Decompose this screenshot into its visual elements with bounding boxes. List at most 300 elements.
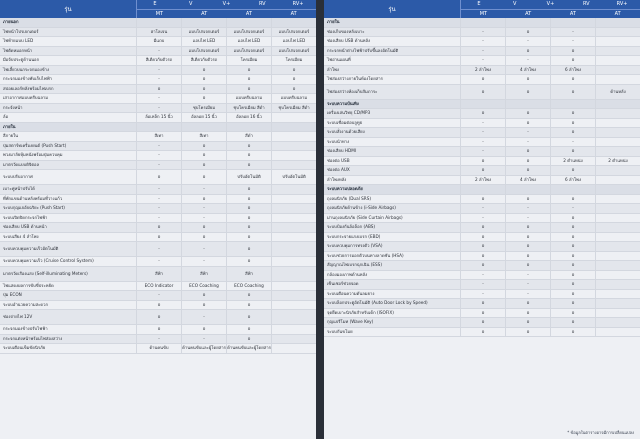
spec-label: ระบบควบคุมการทรงตัว (VSA) xyxy=(327,243,383,248)
spec-label: ระบบอำนวยความสะดวก xyxy=(3,301,49,307)
spec-label: ถุงลมนิรภัยด้านข้าง (i-Side Airbags) xyxy=(327,205,396,210)
spec-value xyxy=(595,280,640,289)
spec-value: o xyxy=(505,47,550,56)
spec-value: o xyxy=(505,157,550,166)
spec-label: ระบบเสียง 4 ลำโพง xyxy=(3,233,39,239)
spec-value: o xyxy=(550,214,595,223)
spec-value: o xyxy=(550,85,595,99)
spec-value: สีฟ้า xyxy=(181,267,226,281)
spec-label: ช่องเสียบ HDMI xyxy=(327,148,357,153)
spec-row xyxy=(0,344,316,354)
spec-row xyxy=(0,104,316,114)
spec-value xyxy=(271,301,316,310)
spec-value: - xyxy=(460,147,505,156)
spec-value: - xyxy=(460,119,505,128)
spec-value xyxy=(595,147,640,156)
spec-value: o xyxy=(505,318,550,327)
spec-value: - xyxy=(136,214,181,223)
spec-value xyxy=(271,325,316,334)
spec-value xyxy=(460,185,505,194)
spec-value: o xyxy=(550,309,595,318)
spec-value: o xyxy=(505,166,550,175)
grade-header: RV+ xyxy=(292,1,304,7)
spec-row xyxy=(324,261,640,271)
section-header-row xyxy=(0,18,316,28)
spec-value: - xyxy=(550,138,595,147)
spec-value: - xyxy=(550,28,595,37)
spec-label: ระบบนำทาง xyxy=(327,138,350,144)
spec-value: ปรับอัตโนมัติ xyxy=(226,170,271,184)
spec-value xyxy=(271,185,316,194)
spec-value: - xyxy=(181,257,226,266)
spec-row xyxy=(0,37,316,47)
spec-label: ไฟเลี้ยวบนกระจกมองข้าง xyxy=(3,66,49,72)
spec-value: o xyxy=(226,75,271,84)
spec-value xyxy=(460,18,505,27)
spec-label: ระบบสั่งงานด้วยเสียง xyxy=(327,129,365,134)
spec-value xyxy=(595,128,640,137)
spec-value: o xyxy=(181,85,226,94)
spec-value: - xyxy=(136,242,181,256)
grade-header: E xyxy=(153,1,157,7)
spec-value xyxy=(271,223,316,232)
spec-label: ไฟส่องสว่างภายในห้องโดยสาร xyxy=(327,76,383,81)
spec-value: 6 ลำโพง xyxy=(550,176,595,185)
spec-value: - xyxy=(136,104,181,113)
spec-value: ECO Coaching xyxy=(226,282,271,291)
spec-value: o xyxy=(550,147,595,156)
spec-value xyxy=(271,242,316,256)
spec-row xyxy=(324,37,640,47)
spec-value: 4 ลำโพง xyxy=(505,66,550,75)
spec-value: o xyxy=(550,128,595,137)
spec-value xyxy=(595,233,640,242)
spec-row xyxy=(0,267,316,282)
spec-value: สีเทา xyxy=(136,132,181,141)
spec-value xyxy=(595,195,640,204)
spec-label: ล้อ xyxy=(3,114,9,119)
spec-value: - xyxy=(136,151,181,160)
spec-label: มาตรวัดแบบดิจิตอล xyxy=(3,161,40,167)
spec-value xyxy=(271,291,316,300)
spec-label: กุญแจรีโมท (Wave Key) xyxy=(327,319,374,324)
spec-value: o xyxy=(460,166,505,175)
spec-value: ชุบโครเมียม สีดำ xyxy=(271,104,316,113)
spec-value: o xyxy=(181,170,226,184)
spec-value: 2 ลำโพง xyxy=(460,176,505,185)
spec-value: แถบไฟ LED xyxy=(271,37,316,46)
spec-value xyxy=(595,204,640,213)
spec-value: o xyxy=(550,318,595,327)
spec-label: ระบบกุญแจอัจฉริยะ (Push Start) xyxy=(3,205,65,210)
spec-value: o xyxy=(550,233,595,242)
spec-label: ระบบกระจายแรงเบรก (EBD) xyxy=(327,233,381,239)
spec-value xyxy=(595,214,640,223)
spec-value: ด้านหลัง xyxy=(595,85,640,99)
spec-value: o xyxy=(505,309,550,318)
spec-row xyxy=(324,157,640,167)
spec-label: ช่องเก็บของหลังเบาะ xyxy=(327,28,365,34)
spec-value xyxy=(595,271,640,280)
spec-value xyxy=(271,123,316,132)
spec-row xyxy=(0,161,316,171)
spec-value: o xyxy=(226,335,271,344)
spec-value: o xyxy=(460,75,505,84)
spec-value xyxy=(595,242,640,251)
spec-label: ระบบล็อกประตูอัตโนมัติ (Auto Door Lock by Speed) xyxy=(327,300,428,305)
spec-value xyxy=(136,18,181,27)
spec-value: - xyxy=(136,335,181,344)
spec-row xyxy=(0,66,316,76)
spec-row xyxy=(0,291,316,301)
spec-value: o xyxy=(181,151,226,160)
spec-value: o xyxy=(226,223,271,232)
spec-value xyxy=(595,223,640,232)
spec-value xyxy=(136,123,181,132)
spec-row xyxy=(0,310,316,325)
spec-value xyxy=(595,109,640,118)
spec-value: o xyxy=(181,301,226,310)
spec-value: - xyxy=(505,204,550,213)
spec-label: ไฟแสดงผลการขับขี่ประหยัด xyxy=(3,282,54,288)
spec-value: ด้านคนขับและผู้โดยสาร xyxy=(226,344,271,353)
spec-label: กระจังหน้า xyxy=(3,104,23,110)
spec-row xyxy=(324,252,640,262)
spec-value: o xyxy=(271,85,316,94)
spec-value: แบบโปรเจกเตอร์ xyxy=(226,28,271,37)
spec-value xyxy=(505,100,550,109)
spec-label: ระบบเชื่อมต่อบลูทูธ xyxy=(327,119,363,125)
spec-value: - xyxy=(181,214,226,223)
spec-row xyxy=(324,280,640,290)
spec-value: โครเมียม xyxy=(271,56,316,65)
spec-value: - xyxy=(181,242,226,256)
spec-value: สีเดียวกับตัวรถ xyxy=(181,56,226,65)
spec-row xyxy=(0,151,316,161)
spec-value xyxy=(181,18,226,27)
spec-label: สัญญาณไฟเบรกฉุกเฉิน (ESS) xyxy=(327,262,382,267)
spec-value: o xyxy=(505,147,550,156)
spec-row xyxy=(0,301,316,311)
spec-value xyxy=(595,28,640,37)
spec-value: - xyxy=(505,56,550,65)
spec-label: ระบบเปิดปิดกระจกไฟฟ้า xyxy=(3,214,48,220)
spec-value: ปรับอัตโนมัติ xyxy=(271,170,316,184)
transmission-header: MT xyxy=(155,11,164,17)
spec-value xyxy=(271,18,316,27)
spec-row xyxy=(0,94,316,104)
spec-value: - xyxy=(460,214,505,223)
spec-label: เสาอากาศแบบครีบฉลาม xyxy=(3,95,49,100)
spec-row xyxy=(0,195,316,205)
spec-value: o xyxy=(181,94,226,103)
spec-value: - xyxy=(460,56,505,65)
spec-value: o xyxy=(226,185,271,194)
spec-label: ภายนอก xyxy=(3,19,19,24)
spec-value: - xyxy=(505,290,550,299)
spec-value xyxy=(271,151,316,160)
spec-value: - xyxy=(460,37,505,46)
spec-row xyxy=(0,56,316,66)
spec-value xyxy=(550,185,595,194)
spec-value: - xyxy=(460,128,505,137)
spec-label: ระบบควบคุมความเร็วอัตโนมัติ xyxy=(3,246,59,251)
spec-value: o xyxy=(505,119,550,128)
spec-value xyxy=(271,161,316,170)
section-header-row xyxy=(324,18,640,28)
spec-label: ไฟส่องสว่างห้องเก็บสัมภาระ xyxy=(327,88,378,94)
spec-value: o xyxy=(460,328,505,337)
spec-value: o xyxy=(550,47,595,56)
spec-value: - xyxy=(460,47,505,56)
spec-value: o xyxy=(505,252,550,261)
right-spec-page xyxy=(324,0,640,439)
transmission-header: AT xyxy=(525,11,532,17)
spec-value: ฮาโลเจน xyxy=(136,28,181,37)
spec-value: แบบโปรเจกเตอร์ xyxy=(271,47,316,56)
spec-value: - xyxy=(460,28,505,37)
spec-value: - xyxy=(136,94,181,103)
spec-value: ด้านคนขับ xyxy=(136,344,181,353)
spec-value xyxy=(271,132,316,141)
spec-value: o xyxy=(505,195,550,204)
spec-label: กล้องมองภาพด้านหลัง xyxy=(327,271,368,277)
spec-label: ระบบช่วยการออกตัวบนทางลาดชัน (HSA) xyxy=(327,252,404,258)
spec-row xyxy=(324,204,640,214)
spec-row xyxy=(324,223,640,233)
spec-row xyxy=(0,257,316,267)
spec-value: - xyxy=(136,66,181,75)
spec-value: โครเมียม xyxy=(226,56,271,65)
spec-value xyxy=(595,252,640,261)
grade-header: E xyxy=(477,1,481,7)
spec-row xyxy=(324,233,640,243)
spec-label: ลำโพง xyxy=(327,66,339,72)
spec-value: - xyxy=(136,291,181,300)
spec-label: เบาะคู่หน้าปรับได้ xyxy=(3,186,35,191)
spec-row xyxy=(0,282,316,292)
spec-value xyxy=(271,204,316,213)
spec-value: o xyxy=(460,233,505,242)
spec-value: o xyxy=(460,85,505,99)
spec-value: o xyxy=(550,195,595,204)
spec-value: o xyxy=(505,75,550,84)
spec-value: o xyxy=(226,85,271,94)
spec-value: o xyxy=(181,223,226,232)
spec-value: ชุบโครเมียม สีดำ xyxy=(226,104,271,113)
spec-value: o xyxy=(460,252,505,261)
spec-label: ระบบควบคุมความเร็ว (Cruise Control System) xyxy=(3,258,94,263)
spec-value xyxy=(271,233,316,242)
spec-value: o xyxy=(460,195,505,204)
spec-value: แถบไฟ LED xyxy=(181,37,226,46)
grade-header: RV xyxy=(582,1,590,7)
spec-value xyxy=(595,37,640,46)
spec-row xyxy=(324,75,640,85)
spec-value: o xyxy=(226,325,271,334)
grade-header: V+ xyxy=(546,1,555,7)
spec-value: o xyxy=(226,310,271,324)
spec-value: o xyxy=(181,142,226,151)
spec-value: สีเดียวกับตัวรถ xyxy=(136,56,181,65)
spec-value: o xyxy=(136,325,181,334)
spec-value: o xyxy=(181,195,226,204)
spec-row xyxy=(0,214,316,224)
spec-row xyxy=(324,290,640,300)
spec-value: - xyxy=(136,185,181,194)
spec-label: กระจกมองข้างพับเก็บไฟฟ้า xyxy=(3,76,53,81)
spec-value: o xyxy=(550,75,595,84)
model-header-label: รุ่น xyxy=(388,6,396,13)
spec-label: ระบบเตือนเข็มขัดนิรภัย xyxy=(3,345,46,350)
spec-row xyxy=(0,85,316,95)
spec-value xyxy=(271,113,316,122)
spec-value: แบบโปรเจกเตอร์ xyxy=(181,47,226,56)
spec-value: สีฟ้า xyxy=(136,267,181,281)
spec-label: ระบบปรับอากาศ xyxy=(3,174,33,179)
spec-value: o xyxy=(226,301,271,310)
spec-row xyxy=(324,66,640,76)
spec-value: o xyxy=(505,242,550,251)
spec-value: o xyxy=(550,299,595,308)
spec-value: o xyxy=(550,56,595,65)
spec-value: - xyxy=(460,138,505,147)
spec-value: o xyxy=(136,170,181,184)
spec-value: o xyxy=(550,166,595,175)
spec-row xyxy=(0,204,316,214)
spec-row xyxy=(324,328,640,338)
spec-row xyxy=(0,75,316,85)
spec-value: o xyxy=(271,66,316,75)
spec-label: ระบบความบันเทิง xyxy=(327,100,359,106)
spec-value: o xyxy=(181,291,226,300)
spec-label: กระจกหน้าต่างไฟฟ้าปรับขึ้นลงอัตโนมัติ xyxy=(327,47,399,53)
spec-value: - xyxy=(181,204,226,213)
transmission-header: AT xyxy=(245,11,252,17)
spec-value: o xyxy=(226,195,271,204)
spec-value: แบบโปรเจกเตอร์ xyxy=(271,28,316,37)
spec-row xyxy=(0,233,316,243)
spec-value xyxy=(595,261,640,270)
spec-value: o xyxy=(460,242,505,251)
spec-value: o xyxy=(136,301,181,310)
spec-label: ช่องเสียบ USB ด้านหน้า xyxy=(3,224,47,229)
spec-value: - xyxy=(460,204,505,213)
spec-label: กระจกมองข้างปรับไฟฟ้า xyxy=(3,326,48,331)
spec-value: o xyxy=(460,223,505,232)
spec-row xyxy=(324,85,640,100)
spec-value: สีฟ้า xyxy=(226,267,271,281)
left-spec-page xyxy=(0,0,316,439)
spec-value xyxy=(460,100,505,109)
spec-value: - xyxy=(181,185,226,194)
spec-value: o xyxy=(460,109,505,118)
spec-row xyxy=(0,113,316,123)
spec-value: o xyxy=(505,261,550,270)
footnote: * ข้อมูลในตารางอาจมีการเปลี่ยนแปลง xyxy=(567,430,634,435)
spec-label: ที่พักแขนด้านหลังพร้อมที่วางแก้ว xyxy=(3,195,63,201)
spec-row xyxy=(0,142,316,152)
spec-value: - xyxy=(136,161,181,170)
spec-value xyxy=(505,185,550,194)
section-header-row xyxy=(324,100,640,110)
grade-header: RV+ xyxy=(616,1,628,7)
spec-value: ล้อเหล็ก 15 นิ้ว xyxy=(136,113,181,122)
spec-value xyxy=(271,142,316,151)
spec-value: o xyxy=(505,109,550,118)
spec-row xyxy=(324,299,640,309)
spec-label: เซ็นเซอร์ช่วยจอด xyxy=(327,281,359,286)
spec-label: ถุงลมนิรภัย (Dual SRS) xyxy=(327,195,371,201)
spec-value: o xyxy=(460,309,505,318)
spec-row xyxy=(324,138,640,148)
spec-value: 2 ลำโพง xyxy=(460,66,505,75)
spec-value xyxy=(595,318,640,327)
spec-label: พวงมาลัยหุ้มหนังพร้อมปุ่มควบคุม xyxy=(3,152,63,157)
spec-value xyxy=(271,344,316,353)
spec-value: - xyxy=(460,280,505,289)
spec-label: มาตรวัดเรืองแสง (Self-illuminating Meters) xyxy=(3,270,88,276)
spec-value: - xyxy=(505,280,550,289)
spec-label: ลำโพงหลัง xyxy=(327,176,347,182)
spec-value: o xyxy=(550,290,595,299)
spec-value: o xyxy=(550,280,595,289)
spec-value: 4 ลำโพง xyxy=(505,176,550,185)
spec-value xyxy=(595,119,640,128)
spec-value xyxy=(595,18,640,27)
spec-table-header xyxy=(324,0,640,18)
grade-header: V xyxy=(188,1,193,7)
spec-value xyxy=(550,100,595,109)
spec-value: 2 ตำแหน่ง xyxy=(550,157,595,166)
spec-value xyxy=(595,309,640,318)
transmission-header: AT xyxy=(290,11,297,17)
spec-value: ชุบโครเมียม xyxy=(181,104,226,113)
spec-value: o xyxy=(136,233,181,242)
spec-label: ระบบกันขโมย xyxy=(327,328,353,334)
spec-value: สีเทา xyxy=(181,132,226,141)
spec-value: o xyxy=(460,299,505,308)
spec-value xyxy=(595,176,640,185)
spec-value: แบบครีบฉลาม xyxy=(226,94,271,103)
spec-label: ระบบเตือนความดันลมยาง xyxy=(327,290,375,296)
spec-value: ด้านคนขับและผู้โดยสาร xyxy=(181,344,226,353)
spec-value: o xyxy=(181,66,226,75)
spec-label: ช่องจ่ายไฟ 12V xyxy=(3,314,33,319)
spec-row xyxy=(0,185,316,195)
spec-value: แบบโปรเจกเตอร์ xyxy=(226,47,271,56)
spec-value: 2 ตำแหน่ง xyxy=(595,157,640,166)
spec-value: - xyxy=(136,142,181,151)
spec-value: o xyxy=(505,233,550,242)
spec-value xyxy=(271,335,316,344)
spec-value xyxy=(595,290,640,299)
spec-label: ไฟตัดหมอกหน้า xyxy=(3,47,33,53)
spec-value: o xyxy=(271,75,316,84)
spec-value: - xyxy=(505,214,550,223)
spec-row xyxy=(0,242,316,257)
spec-label: ไฟท้ายแบบ LED xyxy=(3,38,34,43)
spec-value: - xyxy=(550,204,595,213)
spec-value: o xyxy=(505,328,550,337)
spec-value: o xyxy=(505,299,550,308)
spec-value: o xyxy=(550,261,595,270)
spec-value: o xyxy=(226,233,271,242)
spec-value xyxy=(271,267,316,281)
spec-value: - xyxy=(505,128,550,137)
spec-label: สปอยเลอร์หลังพร้อมไฟเบรก xyxy=(3,85,54,91)
spec-row xyxy=(324,195,640,205)
